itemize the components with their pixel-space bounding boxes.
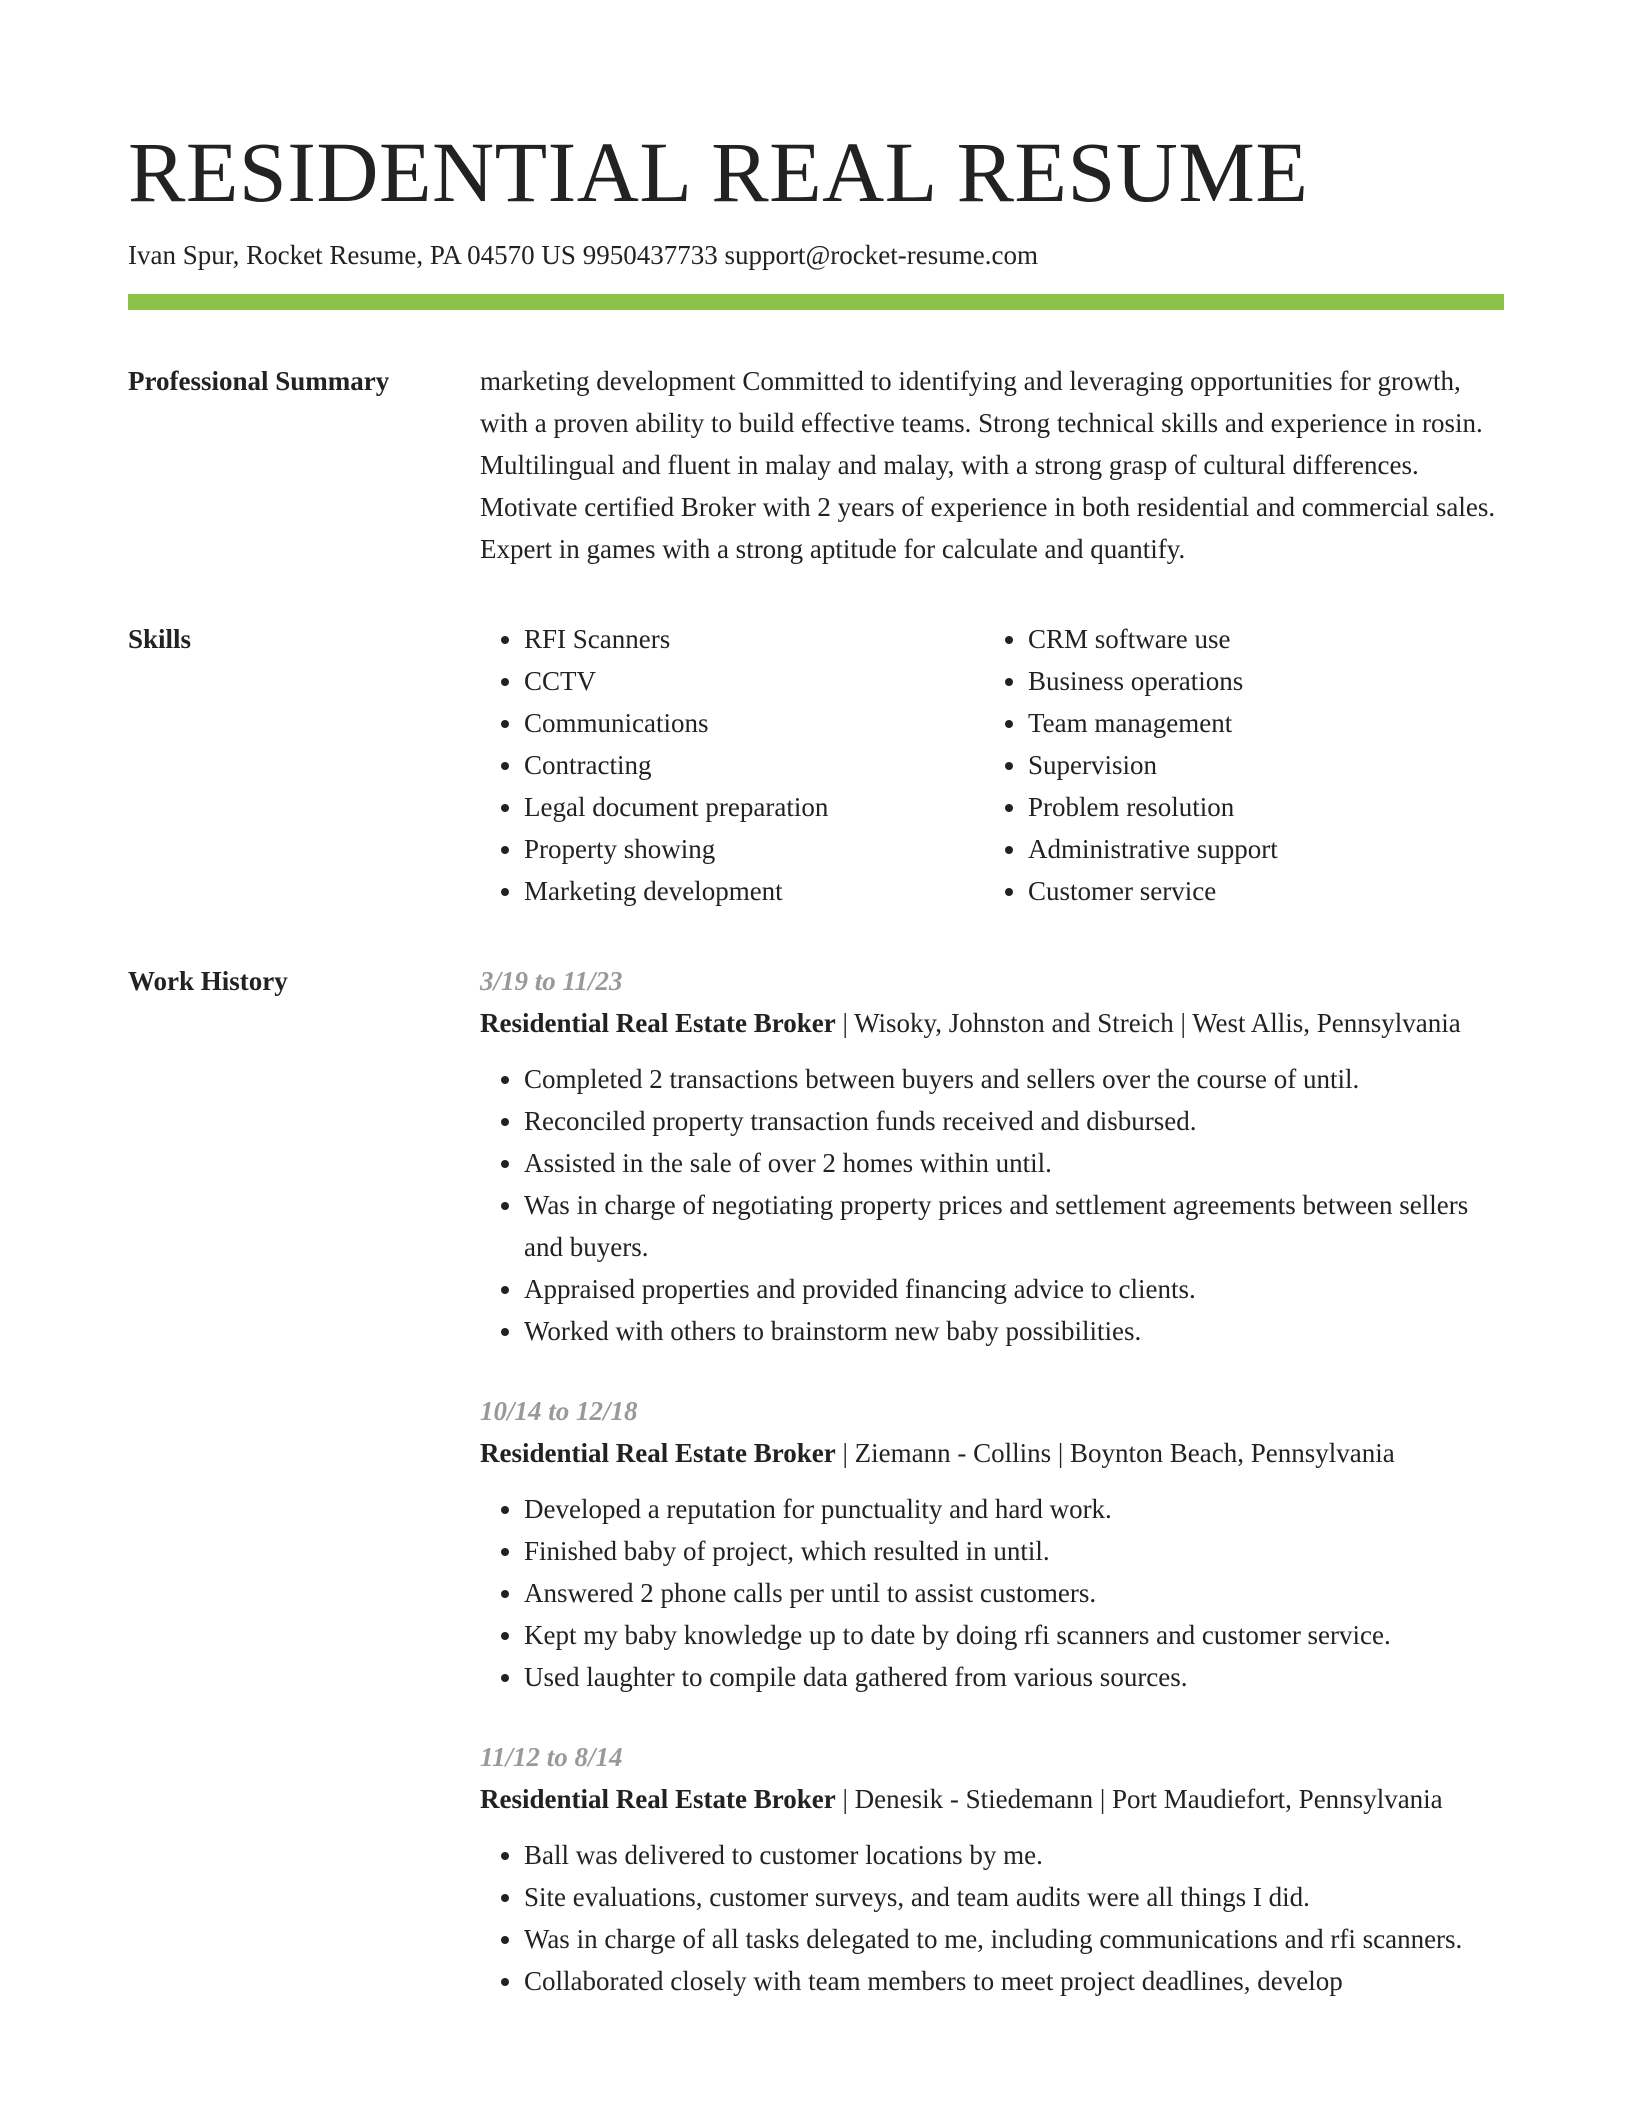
job-bullet: • Answered 2 phone calls per until to assist customers. xyxy=(524,1572,1504,1614)
skill-item: • CCTV xyxy=(524,660,984,702)
skill-item: • Team management xyxy=(1028,702,1488,744)
skill-item: • CRM software use xyxy=(1028,618,1488,660)
job-bullet: • Assisted in the sale of over 2 homes within until. xyxy=(524,1142,1504,1184)
summary-section xyxy=(128,360,1504,570)
summary-text: marketing development Committed to identifying and leveraging opportunities for growth, with a proven ability to build effective teams. Strong technical skills and experience in rosin. Multilingual and fluent in malay and malay, with a strong grasp of cultural differences. Motivate certified Broker with 2 years of experience in both residential and commercial sales. Expert in games with a strong aptitude for calculate and quantify. xyxy=(480,366,1496,564)
skill-item: • Supervision xyxy=(1028,744,1488,786)
section-title-work-history: Work History xyxy=(128,966,288,996)
job-bullet: • Was in charge of all tasks delegated to me, including communications and rfi scanners. xyxy=(524,1918,1504,1960)
job-bullet: • Reconciled property transaction funds received and disbursed. xyxy=(524,1100,1504,1142)
skill-item: • Communications xyxy=(524,702,984,744)
job-bullet: • Collaborated closely with team members to meet project deadlines, develop xyxy=(524,1960,1504,2002)
contact-phone: 9950437733 xyxy=(582,240,718,270)
section-title-skills: Skills xyxy=(128,624,192,654)
skill-item: • Customer service xyxy=(1028,870,1488,912)
accent-divider xyxy=(128,294,1504,310)
job-dates: 11/12 to 8/14 xyxy=(480,1742,623,1772)
job-bullet: • Completed 2 transactions between buyers and sellers over the course of until. xyxy=(524,1058,1504,1100)
job-dates: 10/14 to 12/18 xyxy=(480,1396,638,1426)
job-bullet: • Kept my baby knowledge up to date by doing rfi scanners and customer service. xyxy=(524,1614,1504,1656)
job-heading xyxy=(480,1778,1504,1820)
job-heading xyxy=(480,1002,1504,1044)
skill-item: • Administrative support xyxy=(1028,828,1488,870)
job-bullet: • Ball was delivered to customer locations by me. xyxy=(524,1834,1504,1876)
job-entry xyxy=(480,960,1504,1352)
skill-item: • Business operations xyxy=(1028,660,1488,702)
job-entry xyxy=(480,1736,1504,2002)
job-bullets xyxy=(480,1488,1504,1698)
job-bullet: • Worked with others to brainstorm new baby possibilities. xyxy=(524,1310,1504,1352)
skill-item: • Marketing development xyxy=(524,870,984,912)
job-title: Residential Real Estate Broker xyxy=(480,1008,836,1038)
job-bullet: • Finished baby of project, which resulted in until. xyxy=(524,1530,1504,1572)
job-title: Residential Real Estate Broker xyxy=(480,1438,836,1468)
contact-location: PA 04570 US xyxy=(429,240,576,270)
job-bullets xyxy=(480,1058,1504,1352)
job-bullet: • Developed a reputation for punctuality and hard work. xyxy=(524,1488,1504,1530)
contact-line xyxy=(128,238,1504,272)
section-title-summary: Professional Summary xyxy=(128,366,390,396)
job-heading xyxy=(480,1432,1504,1474)
skills-section xyxy=(128,618,1504,912)
skill-item: • RFI Scanners xyxy=(524,618,984,660)
job-bullet: • Was in charge of negotiating property prices and settlement agreements between sellers and buyers. xyxy=(524,1184,1504,1268)
job-entry xyxy=(480,1390,1504,1698)
job-title: Residential Real Estate Broker xyxy=(480,1784,836,1814)
job-bullet: • Appraised properties and provided financing advice to clients. xyxy=(524,1268,1504,1310)
skill-item: • Property showing xyxy=(524,828,984,870)
resume-page xyxy=(128,124,1504,2040)
skill-item: • Legal document preparation xyxy=(524,786,984,828)
job-bullet: • Site evaluations, customer surveys, and team audits were all things I did. xyxy=(524,1876,1504,1918)
job-bullets xyxy=(480,1834,1504,2002)
skill-item: • Contracting xyxy=(524,744,984,786)
contact-email: support@rocket-resume.com xyxy=(724,240,1038,270)
job-details: | Ziemann - Collins | Boynton Beach, Pennsylvania xyxy=(835,1438,1395,1468)
job-details: | Wisoky, Johnston and Streich | West Allis, Pennsylvania xyxy=(835,1008,1461,1038)
job-bullet: • Used laughter to compile data gathered from various sources. xyxy=(524,1656,1504,1698)
contact-person: Ivan Spur, xyxy=(128,240,240,270)
skills-list-right xyxy=(984,618,1488,912)
work-history-section xyxy=(128,960,1504,2040)
resume-name: RESIDENTIAL REAL RESUME xyxy=(128,124,1309,220)
job-details: | Denesik - Stiedemann | Port Maudiefort, Pennsylvania xyxy=(835,1784,1443,1814)
skill-item: • Problem resolution xyxy=(1028,786,1488,828)
contact-company: Rocket Resume, xyxy=(246,240,424,270)
skills-list-left xyxy=(480,618,984,912)
job-dates: 3/19 to 11/23 xyxy=(480,966,623,996)
